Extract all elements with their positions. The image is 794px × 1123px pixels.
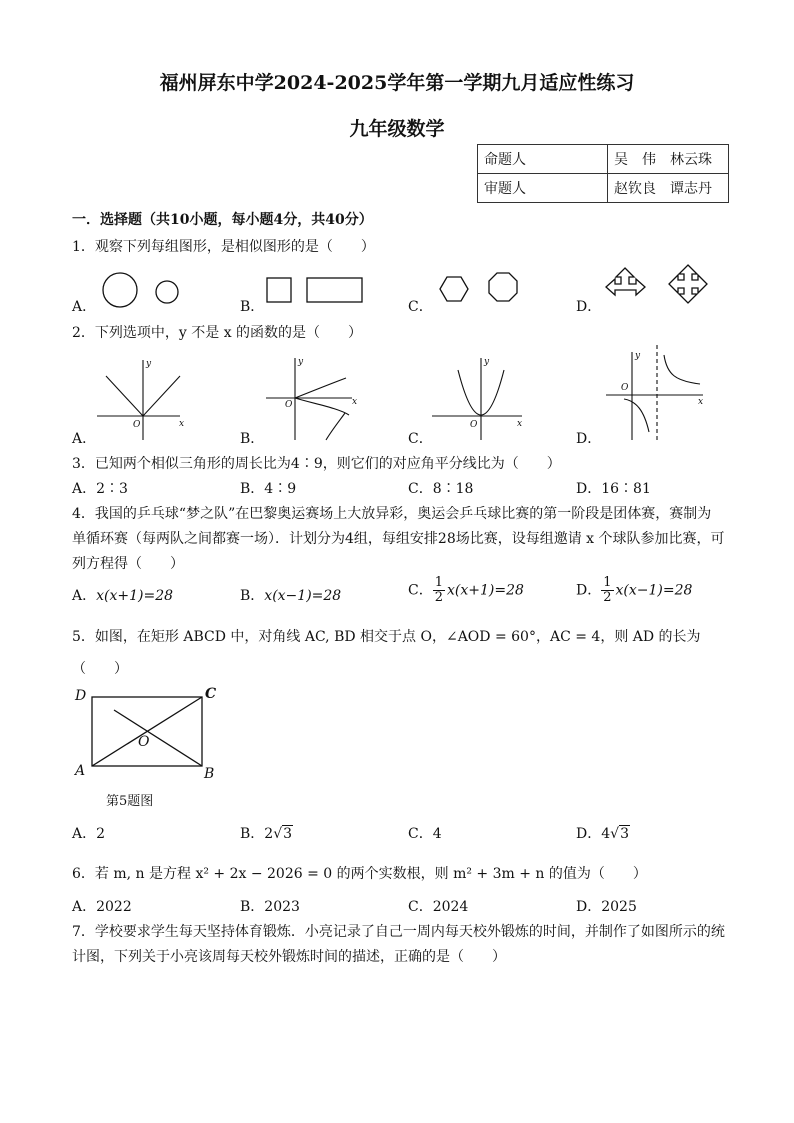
q7-stem-line2: 计图，下列关于小亮该周每天校外锻炼时间的描述，正确的是（ ） <box>72 949 506 965</box>
q1-label-d: D． <box>576 299 602 315</box>
q6-option-b: B．2023 <box>240 899 300 915</box>
q7-stem-line1: 7．学校要求学生每天坚持体育锻炼．小亮记录了自己一周内每天校外锻炼的时间，并制作了如图所示的统 <box>72 924 725 940</box>
q2d-x-label: x <box>698 397 704 407</box>
q5-option-c <box>408 823 442 843</box>
point-a-label: A <box>75 763 86 779</box>
q2-label-c: C． <box>408 431 433 447</box>
q4-stem-line2: 单循环赛（每两队之间都赛一场）．计划分为4组，每组安排28场比赛，设每组邀请 x 个球队参加比赛，可 <box>72 531 725 547</box>
q4-equation-b: x(x−1)=28 <box>264 588 342 604</box>
q4-label-c: C． <box>408 582 433 599</box>
q3-option-a: A．2∶3 <box>72 481 128 497</box>
q2a-origin: O <box>133 420 141 430</box>
exam-title: 福州屏东中学2024-2025学年第一学期九月适应性练习 <box>159 72 635 94</box>
point-o-label: O <box>138 734 150 750</box>
q5-label-a: A． <box>72 826 97 842</box>
q4-equation-c: x(x+1)=28 <box>447 582 524 599</box>
q5-stem-line2: （ ） <box>72 661 128 677</box>
q5-value-b: 2 <box>264 826 274 842</box>
q5-option-b: B．2√3 <box>240 826 293 842</box>
q2b-y-label: y <box>298 357 304 367</box>
q1-stem: 1．观察下列每组图形，是相似图形的是（ ） <box>72 239 375 255</box>
q5-radicand-b: 3 <box>283 826 293 842</box>
q5-label-c: C． <box>408 826 433 842</box>
q4-label-d: D． <box>576 582 602 599</box>
q1-label-c: C． <box>408 299 433 315</box>
q5-label-b: B． <box>240 826 265 842</box>
point-d-label: D <box>75 688 87 704</box>
q6-option-c: C．2024 <box>408 899 469 915</box>
q4-label-a: A． <box>72 588 97 604</box>
q5-stem-line1: 5．如图，在矩形 ABCD 中，对角线 AC, BD 相交于点 O，∠AOD = 60°，AC = 4，则 AD 的长为 <box>72 629 701 645</box>
diagonal-bd <box>114 710 202 766</box>
q2c-origin: O <box>470 420 478 430</box>
q6-stem: 6．若 m, n 是方程 x² + 2x − 2026 = 0 的两个实数根，则 m² + 3m + n 的值为（ ） <box>72 866 647 882</box>
q3-stem: 3．已知两个相似三角形的周长比为4∶9，则它们的对应角平分线比为（ ） <box>72 456 561 472</box>
q2-label-a: A． <box>72 431 97 447</box>
q4-stem-line1: 4．我国的乒乓球“梦之队”在巴黎奥运赛场上大放异彩，奥运会乒乓球比赛的第一阶段是团体赛，赛制为 <box>72 506 712 522</box>
q4-equation-a: x(x+1)=28 <box>96 588 174 604</box>
q4-equation-d: x(x−1)=28 <box>615 582 693 599</box>
q2c-y-label: y <box>484 357 490 367</box>
q3-option-d: D．16∶81 <box>576 481 651 497</box>
q2b-origin: O <box>285 400 293 410</box>
q5-value-c: 4 <box>432 826 442 842</box>
point-c-label: C <box>205 686 217 702</box>
q6-option-a: A．2022 <box>72 899 132 915</box>
role-value: 吴 伟 林云珠 <box>608 145 729 174</box>
exam-subtitle: 九年级数学 <box>349 118 445 140</box>
half-fraction: $\frac{1}{2}$ <box>434 575 443 605</box>
q5-option-a <box>72 823 105 843</box>
point-b-label: B <box>204 766 215 782</box>
q3-option-c: C．8∶18 <box>408 481 474 497</box>
q4-label-b: B． <box>240 588 265 604</box>
q4-stem-line3: 列方程得（ ） <box>72 556 184 572</box>
q2b-x-label: x <box>352 397 358 407</box>
q2-label-d: D． <box>576 431 602 447</box>
q1-label-a: A． <box>72 299 97 315</box>
q5-value-a: 2 <box>96 826 106 842</box>
half-fraction: $\frac{1}{2}$ <box>603 575 612 605</box>
q5-radicand-d: 3 <box>620 826 629 842</box>
q3-option-b: B．4∶9 <box>240 481 297 497</box>
q2d-origin: O <box>621 383 629 393</box>
q2-stem: 2．下列选项中，y 不是 x 的函数的是（ ） <box>72 325 363 341</box>
q2c-x-label: x <box>517 419 523 429</box>
q2a-x-label: x <box>179 419 185 429</box>
q2-label-b: B． <box>240 431 265 447</box>
role-value: 赵钦良 谭志丹 <box>608 174 729 203</box>
role-label: 命题人 <box>478 145 608 174</box>
q5-option-d: D．4√3 <box>576 826 629 842</box>
q2a-y-label: y <box>146 359 152 369</box>
section-heading: 一．选择题（共10小题，每小题4分，共40分） <box>72 212 373 228</box>
q5-value-d: 4 <box>601 826 611 842</box>
q2d-y-label: y <box>635 351 641 361</box>
q5-label-d: D． <box>576 826 602 842</box>
q1-label-b: B． <box>240 299 265 315</box>
q6-option-d: D．2025 <box>576 899 637 915</box>
q5-figure-caption: 第5题图 <box>106 794 154 809</box>
role-label: 审题人 <box>478 174 608 203</box>
